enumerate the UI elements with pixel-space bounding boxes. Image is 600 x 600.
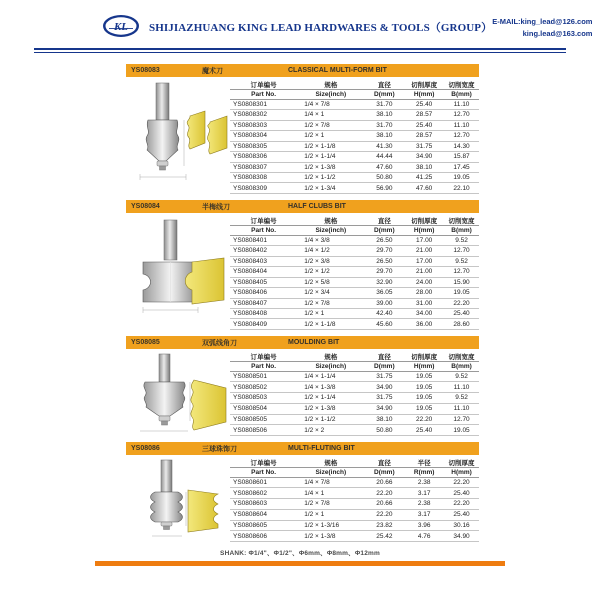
table-cell: 11.10 bbox=[444, 403, 479, 414]
table-cell: 17.45 bbox=[444, 162, 479, 172]
wood-profile-sample-icon bbox=[187, 111, 205, 149]
table-cell: 15.87 bbox=[444, 152, 479, 162]
table-cell: 1/2 × 2 bbox=[297, 425, 364, 436]
table-cell: 25.40 bbox=[404, 99, 444, 109]
column-header: 半径 bbox=[417, 460, 431, 468]
column-header: B(mm) bbox=[444, 226, 479, 236]
table-cell: 1/2 × 1 bbox=[297, 308, 364, 318]
table-cell: 19.05 bbox=[404, 371, 444, 382]
table-cell: YS0808307 bbox=[230, 162, 297, 172]
table-cell: YS0808606 bbox=[230, 531, 297, 542]
table-row bbox=[230, 172, 479, 182]
table-cell: 19.05 bbox=[444, 172, 479, 182]
table-cell: 1/4 × 1-1/4 bbox=[297, 371, 364, 382]
header-row-en bbox=[230, 362, 479, 372]
table-row bbox=[230, 152, 479, 162]
column-header: 切削厚度 bbox=[411, 354, 438, 362]
section-classical-multi-form-bit bbox=[126, 64, 479, 194]
table-row bbox=[230, 403, 479, 414]
table-cell: 17.00 bbox=[404, 235, 444, 245]
table-cell: YS0808405 bbox=[230, 277, 297, 287]
column-header: 订单编号 bbox=[250, 218, 277, 226]
table-cell: 50.80 bbox=[364, 172, 404, 182]
section-moulding-bit bbox=[126, 336, 479, 436]
section-name-en: MOULDING BIT bbox=[288, 339, 340, 346]
section-code: YS08083 bbox=[131, 67, 160, 74]
table-cell: 1/2 × 1-3/8 bbox=[297, 531, 364, 542]
table-cell: 2.38 bbox=[404, 499, 444, 510]
table-cell: 1/4 × 1-3/8 bbox=[297, 382, 364, 393]
table-row bbox=[230, 288, 479, 298]
bottom-accent-bar bbox=[95, 561, 505, 566]
table-cell: 19.05 bbox=[444, 425, 479, 436]
header-row-cn bbox=[230, 352, 479, 362]
table-cell: 22.20 bbox=[444, 298, 479, 308]
table-row bbox=[230, 141, 479, 151]
table-cell: 47.60 bbox=[364, 162, 404, 172]
table-cell: YS0808404 bbox=[230, 267, 297, 277]
table-cell: 19.05 bbox=[404, 382, 444, 393]
section-name-en: HALF CLUBS BIT bbox=[288, 203, 346, 210]
router-bit-diagram-icon bbox=[126, 352, 230, 436]
table-cell: 2.38 bbox=[404, 477, 444, 488]
table-cell: 31.75 bbox=[364, 393, 404, 404]
section-name-en: MULTI-FLUTING BIT bbox=[288, 445, 355, 452]
table-cell: YS0808408 bbox=[230, 308, 297, 318]
kl-oval-logo-icon bbox=[102, 14, 140, 38]
table-cell: 9.52 bbox=[444, 393, 479, 404]
table-cell: 25.40 bbox=[404, 425, 444, 436]
table-cell: 1/2 × 5/8 bbox=[297, 277, 364, 287]
table-cell: 12.70 bbox=[444, 131, 479, 141]
table-row bbox=[230, 477, 479, 488]
product-image bbox=[126, 216, 230, 330]
table-row bbox=[230, 488, 479, 499]
table-cell: 45.60 bbox=[364, 319, 404, 330]
table-cell: 9.52 bbox=[444, 371, 479, 382]
table-cell: YS0808305 bbox=[230, 141, 297, 151]
table-cell: 1/4 × 7/8 bbox=[297, 99, 364, 109]
column-header: 直径 bbox=[377, 218, 391, 226]
table-cell: 12.70 bbox=[444, 110, 479, 120]
header-row-en bbox=[230, 468, 479, 478]
table-cell: 17.00 bbox=[404, 256, 444, 266]
table-cell: 12.70 bbox=[444, 246, 479, 256]
section-half-clubs-bit bbox=[126, 200, 479, 330]
header-divider bbox=[34, 48, 566, 53]
table-cell: 1/2 × 1-1/2 bbox=[297, 172, 364, 182]
table-cell: YS0808403 bbox=[230, 256, 297, 266]
column-header: Part No. bbox=[230, 468, 297, 478]
table-cell: 1/4 × 1 bbox=[297, 110, 364, 120]
column-header: H(mm) bbox=[444, 468, 479, 478]
section-code: YS08086 bbox=[131, 445, 160, 452]
table-cell: 36.05 bbox=[364, 288, 404, 298]
table-cell: 1/2 × 1-3/8 bbox=[297, 403, 364, 414]
table-cell: YS0808304 bbox=[230, 131, 297, 141]
wood-profile-sample-icon bbox=[191, 380, 226, 430]
table-cell: 29.70 bbox=[364, 246, 404, 256]
table-row bbox=[230, 393, 479, 404]
router-bit-diagram-icon bbox=[126, 80, 230, 194]
table-cell: 1/2 × 1-3/16 bbox=[297, 520, 364, 531]
table-cell: 22.20 bbox=[404, 414, 444, 425]
table-cell: YS0808504 bbox=[230, 403, 297, 414]
table-cell: YS0808501 bbox=[230, 371, 297, 382]
router-bit-diagram-icon bbox=[126, 216, 230, 330]
table-cell: 31.75 bbox=[364, 371, 404, 382]
table-cell: 1/2 × 1-1/8 bbox=[297, 319, 364, 330]
table-cell: 23.82 bbox=[364, 520, 404, 531]
column-header: Part No. bbox=[230, 362, 297, 372]
table-row bbox=[230, 499, 479, 510]
table-cell: 38.10 bbox=[364, 110, 404, 120]
table-cell: 25.40 bbox=[404, 120, 444, 130]
spec-table bbox=[230, 80, 479, 194]
table-cell: 1/2 × 1 bbox=[297, 509, 364, 520]
table-cell: 19.05 bbox=[404, 403, 444, 414]
table-row bbox=[230, 277, 479, 287]
product-image bbox=[126, 352, 230, 436]
table-cell: 25.42 bbox=[364, 531, 404, 542]
table-cell: 50.80 bbox=[364, 425, 404, 436]
table-cell: 1/4 × 1 bbox=[297, 488, 364, 499]
table-cell: YS0808309 bbox=[230, 183, 297, 194]
table-cell: YS0808308 bbox=[230, 172, 297, 182]
table-cell: 3.17 bbox=[404, 509, 444, 520]
table-cell: 31.00 bbox=[404, 298, 444, 308]
table-cell: 1/2 × 7/8 bbox=[297, 499, 364, 510]
table-cell: 1/2 × 1-1/4 bbox=[297, 393, 364, 404]
table-row bbox=[230, 298, 479, 308]
table-cell: 15.90 bbox=[444, 277, 479, 287]
table-row bbox=[230, 235, 479, 245]
spec-table bbox=[230, 352, 479, 436]
table-row bbox=[230, 110, 479, 120]
product-image bbox=[126, 80, 230, 194]
table-row bbox=[230, 319, 479, 330]
table-cell: 4.76 bbox=[404, 531, 444, 542]
column-header: 规格 bbox=[324, 354, 338, 362]
section-title-bar bbox=[126, 200, 479, 213]
table-cell: 26.50 bbox=[364, 235, 404, 245]
table-cell: 22.20 bbox=[364, 509, 404, 520]
table-cell: 25.40 bbox=[444, 509, 479, 520]
table-cell: 19.05 bbox=[444, 288, 479, 298]
table-row bbox=[230, 425, 479, 436]
table-cell: YS0808401 bbox=[230, 235, 297, 245]
table-cell: 22.10 bbox=[444, 183, 479, 194]
header-row-en bbox=[230, 226, 479, 236]
table-cell: 21.00 bbox=[404, 246, 444, 256]
column-header: 直径 bbox=[377, 460, 391, 468]
table-cell: 32.90 bbox=[364, 277, 404, 287]
table-cell: 38.10 bbox=[364, 131, 404, 141]
table-cell: 29.70 bbox=[364, 267, 404, 277]
table-cell: 12.70 bbox=[444, 414, 479, 425]
table-row bbox=[230, 382, 479, 393]
column-header: B(mm) bbox=[444, 90, 479, 100]
table-cell: 31.70 bbox=[364, 120, 404, 130]
column-header: H(mm) bbox=[404, 90, 444, 100]
table-cell: YS0808407 bbox=[230, 298, 297, 308]
table-cell: YS0808502 bbox=[230, 382, 297, 393]
table-cell: 20.66 bbox=[364, 499, 404, 510]
table-cell: 11.10 bbox=[444, 99, 479, 109]
table-cell: 36.00 bbox=[404, 319, 444, 330]
table-cell: 34.90 bbox=[364, 382, 404, 393]
page-header bbox=[0, 0, 600, 43]
column-header: 订单编号 bbox=[250, 82, 277, 90]
section-title-bar bbox=[126, 64, 479, 77]
table-cell: YS0808303 bbox=[230, 120, 297, 130]
table-cell: YS0808406 bbox=[230, 288, 297, 298]
table-cell: YS0808602 bbox=[230, 488, 297, 499]
table-cell: 34.90 bbox=[444, 531, 479, 542]
table-cell: 1/4 × 3/8 bbox=[297, 235, 364, 245]
column-header: 切削厚度 bbox=[411, 218, 438, 226]
table-cell: 41.30 bbox=[364, 141, 404, 151]
table-cell: YS0808503 bbox=[230, 393, 297, 404]
table-cell: 47.60 bbox=[404, 183, 444, 194]
table-cell: 14.30 bbox=[444, 141, 479, 151]
column-header: D(mm) bbox=[364, 90, 404, 100]
table-cell: 1/4 × 1/2 bbox=[297, 246, 364, 256]
table-cell: 1/2 × 1-3/8 bbox=[297, 162, 364, 172]
table-cell: 31.75 bbox=[404, 141, 444, 151]
shank-note: SHANK: Φ1/4"、Φ1/2"、Φ6mm、Φ8mm、Φ12mm bbox=[220, 550, 380, 557]
table-cell: 22.20 bbox=[444, 499, 479, 510]
column-header: R(mm) bbox=[404, 468, 444, 478]
table-cell: 44.44 bbox=[364, 152, 404, 162]
table-cell: YS0808409 bbox=[230, 319, 297, 330]
column-header: H(mm) bbox=[404, 226, 444, 236]
table-cell: YS0808302 bbox=[230, 110, 297, 120]
table-cell: 11.10 bbox=[444, 120, 479, 130]
column-header: 切削宽度 bbox=[448, 218, 475, 226]
column-header: 直径 bbox=[377, 82, 391, 90]
column-header: 直径 bbox=[377, 354, 391, 362]
table-row bbox=[230, 371, 479, 382]
section-multi-fluting-bit bbox=[126, 442, 479, 542]
column-header: 订单编号 bbox=[250, 460, 277, 468]
table-cell: 42.40 bbox=[364, 308, 404, 318]
table-cell: 26.50 bbox=[364, 256, 404, 266]
section-title-bar bbox=[126, 336, 479, 349]
table-row bbox=[230, 246, 479, 256]
table-cell: 20.66 bbox=[364, 477, 404, 488]
section-name-en: CLASSICAL MULTI-FORM BIT bbox=[288, 67, 387, 74]
logo-text: KL bbox=[113, 21, 129, 33]
table-cell: 28.00 bbox=[404, 288, 444, 298]
column-header: 切削宽度 bbox=[448, 82, 475, 90]
table-cell: 1/2 × 1-1/4 bbox=[297, 152, 364, 162]
column-header: 切削厚度 bbox=[448, 460, 475, 468]
table-cell: 28.57 bbox=[404, 131, 444, 141]
column-header: D(mm) bbox=[364, 362, 404, 372]
column-header: 规格 bbox=[324, 82, 338, 90]
table-cell: 34.90 bbox=[404, 152, 444, 162]
table-cell: 30.16 bbox=[444, 520, 479, 531]
section-name-cn: 魔术刀 bbox=[202, 67, 223, 75]
wood-profile-sample-icon bbox=[207, 116, 227, 154]
table-row bbox=[230, 308, 479, 318]
table-cell: 1/2 × 1-3/4 bbox=[297, 183, 364, 194]
table-cell: 56.90 bbox=[364, 183, 404, 194]
section-name-cn: 三球珠饰刀 bbox=[202, 445, 237, 453]
table-cell: YS0808603 bbox=[230, 499, 297, 510]
column-header: 规格 bbox=[324, 218, 338, 226]
table-cell: 28.60 bbox=[444, 319, 479, 330]
table-cell: 41.25 bbox=[404, 172, 444, 182]
table-cell: 3.96 bbox=[404, 520, 444, 531]
section-code: YS08085 bbox=[131, 339, 160, 346]
contact-emails bbox=[492, 16, 592, 41]
table-cell: 22.20 bbox=[444, 477, 479, 488]
table-cell: 31.70 bbox=[364, 99, 404, 109]
table-row bbox=[230, 120, 479, 130]
table-cell: 12.70 bbox=[444, 267, 479, 277]
table-cell: 11.10 bbox=[444, 382, 479, 393]
table-cell: YS0808604 bbox=[230, 509, 297, 520]
column-header: 订单编号 bbox=[250, 354, 277, 362]
table-row bbox=[230, 183, 479, 194]
table-cell: YS0808506 bbox=[230, 425, 297, 436]
column-header: Size(inch) bbox=[297, 226, 364, 236]
product-image bbox=[126, 458, 230, 542]
section-name-cn: 双弧线角刀 bbox=[202, 339, 237, 347]
column-header: H(mm) bbox=[404, 362, 444, 372]
spec-table bbox=[230, 458, 479, 542]
table-cell: YS0808306 bbox=[230, 152, 297, 162]
table-cell: 24.00 bbox=[404, 277, 444, 287]
table-row bbox=[230, 531, 479, 542]
column-header: 切削厚度 bbox=[411, 82, 438, 90]
company-name: SHIJIAZHUANG KING LEAD HARDWARES & TOOLS（GROUP） bbox=[149, 22, 493, 34]
table-cell: 39.00 bbox=[364, 298, 404, 308]
column-header: Size(inch) bbox=[297, 90, 364, 100]
column-header: D(mm) bbox=[364, 468, 404, 478]
catalog-body bbox=[126, 64, 479, 542]
table-cell: 1/2 × 3/4 bbox=[297, 288, 364, 298]
router-bit-diagram-icon bbox=[126, 458, 230, 542]
table-cell: 19.05 bbox=[404, 393, 444, 404]
section-name-cn: 半梅线刀 bbox=[202, 203, 230, 211]
table-cell: 34.00 bbox=[404, 308, 444, 318]
table-cell: 34.90 bbox=[364, 403, 404, 414]
column-header: 规格 bbox=[324, 460, 338, 468]
table-cell: 1/2 × 7/8 bbox=[297, 120, 364, 130]
table-cell: 28.57 bbox=[404, 110, 444, 120]
table-cell: 1/2 × 1 bbox=[297, 131, 364, 141]
section-title-bar bbox=[126, 442, 479, 455]
email-line-1: E-MAIL:king_lead@126.com bbox=[492, 17, 593, 26]
table-row bbox=[230, 520, 479, 531]
table-cell: 38.10 bbox=[404, 162, 444, 172]
column-header: Size(inch) bbox=[297, 362, 364, 372]
table-cell: 21.00 bbox=[404, 267, 444, 277]
column-header: 切削宽度 bbox=[448, 354, 475, 362]
table-cell: 22.20 bbox=[364, 488, 404, 499]
table-cell: 1/2 × 1-1/2 bbox=[297, 414, 364, 425]
table-row bbox=[230, 131, 479, 141]
header-row-en bbox=[230, 90, 479, 100]
column-header: Part No. bbox=[230, 226, 297, 236]
table-row bbox=[230, 267, 479, 277]
table-row bbox=[230, 414, 479, 425]
section-code: YS08084 bbox=[131, 203, 160, 210]
table-cell: 38.10 bbox=[364, 414, 404, 425]
table-cell: YS0808601 bbox=[230, 477, 297, 488]
company-logo bbox=[102, 14, 140, 43]
header-row-cn bbox=[230, 80, 479, 90]
table-cell: 9.52 bbox=[444, 256, 479, 266]
wood-profile-sample-icon bbox=[188, 490, 218, 532]
table-row bbox=[230, 256, 479, 266]
table-cell: 1/2 × 3/8 bbox=[297, 256, 364, 266]
spec-table bbox=[230, 216, 479, 330]
table-cell: 9.52 bbox=[444, 235, 479, 245]
header-row-cn bbox=[230, 458, 479, 468]
table-row bbox=[230, 162, 479, 172]
table-cell: 1/2 × 1-1/8 bbox=[297, 141, 364, 151]
table-cell: YS0808301 bbox=[230, 99, 297, 109]
table-cell: 1/2 × 7/8 bbox=[297, 298, 364, 308]
table-cell: 25.40 bbox=[444, 488, 479, 499]
table-cell: YS0808402 bbox=[230, 246, 297, 256]
column-header: D(mm) bbox=[364, 226, 404, 236]
table-row bbox=[230, 99, 479, 109]
table-cell: 1/2 × 1/2 bbox=[297, 267, 364, 277]
column-header: Part No. bbox=[230, 90, 297, 100]
table-cell: YS0808605 bbox=[230, 520, 297, 531]
table-cell: YS0808505 bbox=[230, 414, 297, 425]
column-header: B(mm) bbox=[444, 362, 479, 372]
header-row-cn bbox=[230, 216, 479, 226]
email-line-2: king.lead@163.com bbox=[522, 29, 593, 39]
table-cell: 1/4 × 7/8 bbox=[297, 477, 364, 488]
table-cell: 3.17 bbox=[404, 488, 444, 499]
table-cell: 25.40 bbox=[444, 308, 479, 318]
table-row bbox=[230, 509, 479, 520]
column-header: Size(inch) bbox=[297, 468, 364, 478]
